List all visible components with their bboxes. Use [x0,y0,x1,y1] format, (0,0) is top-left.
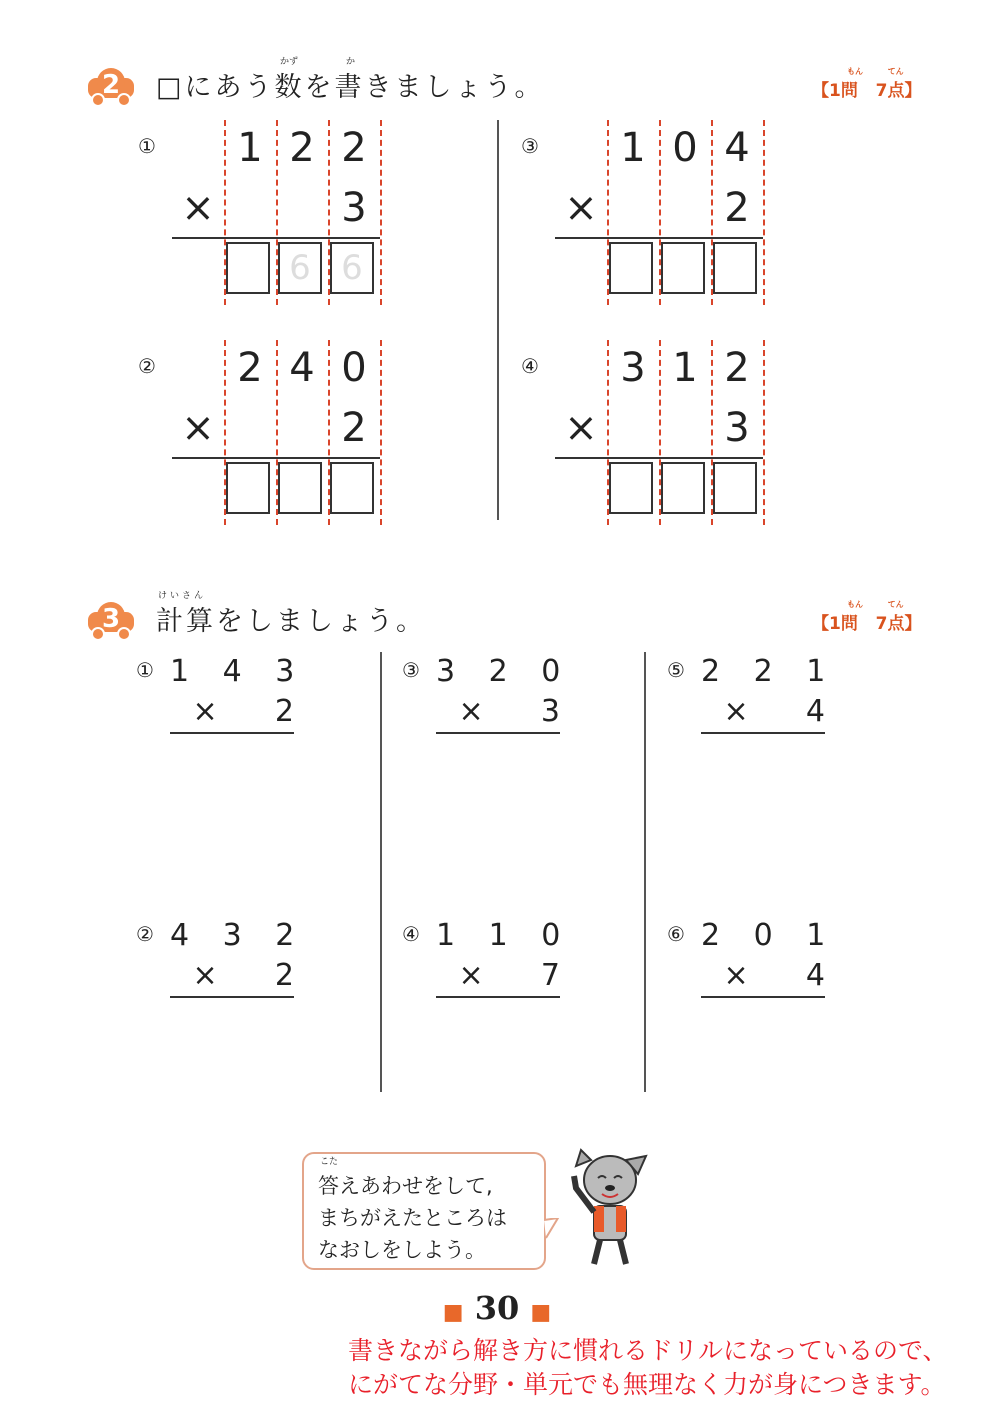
calc-problem [667,654,847,744]
section2-score: 【 もん 1問 てん 7点】 [812,67,922,101]
multiplier: × 3 [458,694,560,729]
car-badge-icon [86,600,136,642]
underline [172,457,380,459]
bubble-line: 答えあわせをして, [318,1174,493,1198]
answer-box[interactable] [278,462,322,514]
times-sign: × [564,185,598,231]
problem-number: ④ [521,354,539,378]
ornament-icon: ■ [442,1299,464,1325]
multiplicand: 4 3 2 [170,918,307,953]
digit: 2 [289,125,315,171]
digit: 0 [672,125,698,171]
times-sign: × [181,185,215,231]
bubble-line: まちがえたところは [318,1206,507,1230]
answer-box[interactable] [226,242,270,294]
bubble-tail-icon [544,1218,560,1240]
answer-box[interactable]: 6 [330,242,374,294]
multiplicand: 3 2 0 [436,654,573,689]
section3-title [156,591,426,638]
promo-line: にがてな分野・単元でも無理なく力が身につきます。 [348,1370,946,1399]
ornament-icon: ■ [530,1299,552,1325]
digit: 2 [724,345,750,391]
problem-number: ③ [402,658,420,682]
multiplier: × 2 [192,958,294,993]
problem-number: ③ [521,134,539,158]
multiplicand: 1 4 3 [170,654,307,689]
column-guide [763,340,765,525]
column-guide [763,120,765,305]
multiplier: × 4 [723,958,825,993]
answer-box[interactable] [661,462,705,514]
problem-number: ④ [402,922,420,946]
digit: 1 [237,125,263,171]
digit: 3 [724,405,750,451]
digit: 3 [620,345,646,391]
digit: 2 [341,125,367,171]
underline [555,237,763,239]
page-number-text: 30 [474,1289,520,1327]
problem-number: ① [136,658,154,682]
ruby: か [346,57,356,67]
svg-text:3: 3 [101,604,121,634]
digit: 1 [620,125,646,171]
multiplicand: 2 0 1 [701,918,838,953]
column-guide [380,340,382,525]
underline [170,996,294,998]
underline [701,996,825,998]
title-text: 計算をしましょう。 [156,606,426,637]
calc-problem [136,654,316,744]
problem-number: ① [138,134,156,158]
page-number [434,1290,560,1330]
digit: 4 [724,125,750,171]
multiplier: × 4 [723,694,825,729]
answer-box[interactable] [226,462,270,514]
multiplicand: 2 2 1 [701,654,838,689]
car-badge-icon [86,66,136,108]
underline [172,237,380,239]
fill-in-problem [513,120,773,320]
calc-problem [136,918,316,1008]
digit: 0 [341,345,367,391]
times-sign: × [181,405,215,451]
digit: 3 [341,185,367,231]
answer-box[interactable] [713,242,757,294]
dog-mascot-icon [566,1148,656,1268]
multiplicand: 1 1 0 [436,918,573,953]
divider [497,120,499,520]
underline [436,996,560,998]
speech-bubble [302,1152,546,1270]
answer-box[interactable]: 6 [278,242,322,294]
problem-number: ② [138,354,156,378]
title-text: □にあう数を書きましょう。 [156,72,545,103]
answer-box[interactable] [713,462,757,514]
divider [380,652,382,1092]
fill-in-problem [130,120,390,320]
svg-text:2: 2 [101,70,121,100]
underline [701,732,825,734]
digit: 4 [289,345,315,391]
section3-score: 【 もん 1問 てん 7点】 [812,600,922,634]
fill-in-problem [513,340,773,540]
digit: 2 [341,405,367,451]
ruby: けいさん [158,591,207,601]
bubble-line: なおしをしよう。 [318,1238,486,1262]
digit: 2 [237,345,263,391]
digit: 2 [724,185,750,231]
underline [436,732,560,734]
divider [644,652,646,1092]
ruby: かず [280,57,299,67]
fill-in-problem [130,340,390,540]
answer-box[interactable] [661,242,705,294]
digit: 1 [672,345,698,391]
multiplier: × 7 [458,958,560,993]
problem-number: ② [136,922,154,946]
answer-box[interactable] [609,462,653,514]
calc-problem [402,918,582,1008]
multiplier: × 2 [192,694,294,729]
underline [170,732,294,734]
column-guide [380,120,382,305]
problem-number: ⑤ [667,658,685,682]
underline [555,457,763,459]
problem-number: ⑥ [667,922,685,946]
ruby: こた [320,1157,339,1167]
times-sign: × [564,405,598,451]
calc-problem [667,918,847,1008]
section2-title [156,57,545,104]
answer-box[interactable] [330,462,374,514]
promo-line: 書きながら解き方に慣れるドリルになっているので、 [348,1336,948,1365]
answer-box[interactable] [609,242,653,294]
calc-problem [402,654,582,744]
